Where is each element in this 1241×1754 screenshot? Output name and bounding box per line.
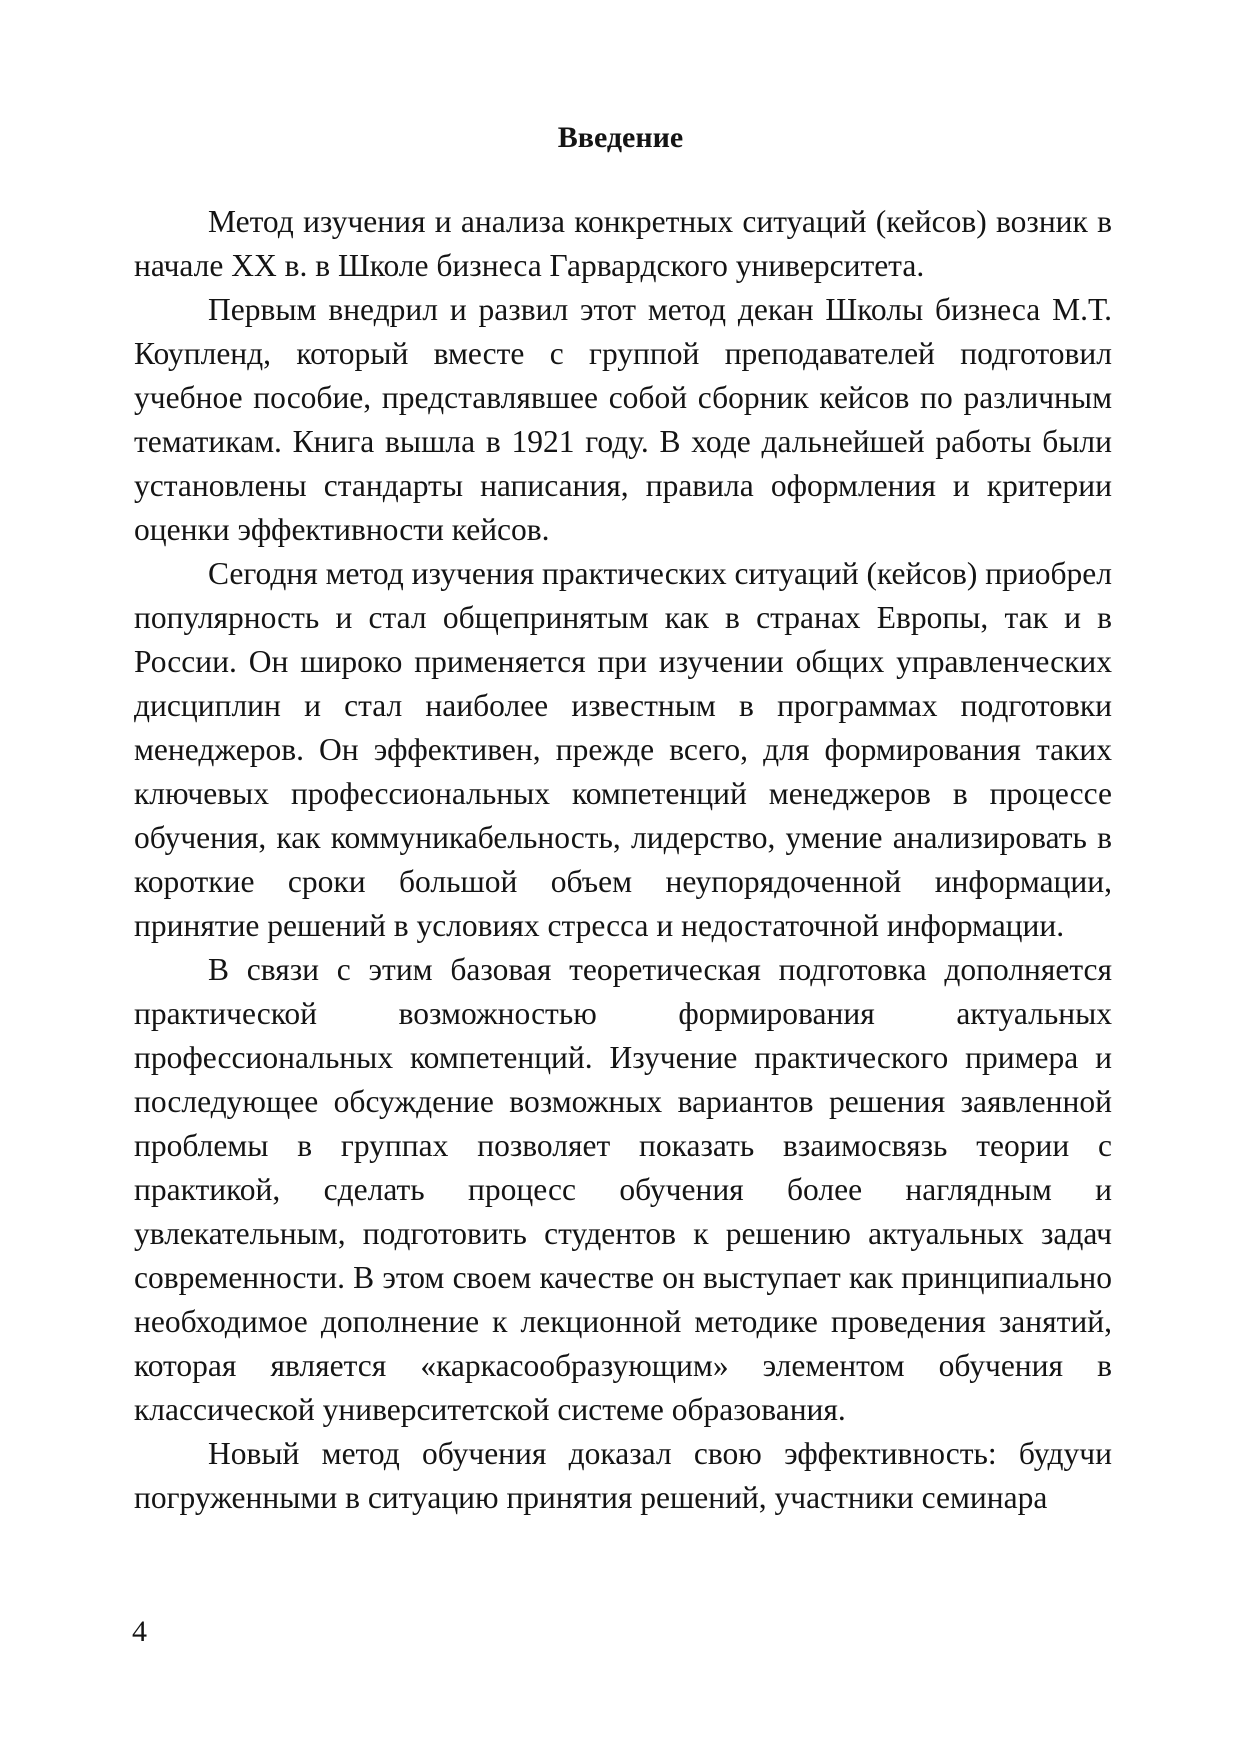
paragraph: Метод изучения и анализа конкретных ситуаций (кейсов) возник в начале XX в. в Школе бизнеса Гарвардского университета. — [134, 204, 1112, 283]
paragraph: Новый метод обучения доказал свою эффективность: будучи погруженными в ситуацию принятия решений, участники семинара — [134, 1436, 1112, 1515]
paragraph: Первым внедрил и развил этот метод декан Школы бизнеса М.Т. Коупленд, который вместе с группой преподавателей подготовил учебное пособие, представлявшее собой сборник кейсов по различным тематикам. Книга вышла в 1921 году. В ходе дальнейшей работы были установлены стандарты написания, правила оформления и критерии оценки эффективности кейсов. — [134, 292, 1112, 547]
page-number: 4 — [132, 1615, 147, 1648]
body-text — [134, 200, 1112, 1520]
page-title: Введение — [557, 121, 684, 154]
paragraph: В связи с этим базовая теоретическая подготовка дополняется практической возможностью формирования актуальных профессиональных компетенций. Изучение практического примера и последующее обсуждение возможных вариантов решения заявленной проблемы в группах позволяет показать взаимосвязь теории с практикой, сделать процесс обучения более наглядным и увлекательным, подготовить студентов к решению актуальных задач современности. В этом своем качестве он выступает как принципиально необходимое дополнение к лекционной методике проведения занятий, которая является «каркасообразующим» элементом обучения в классической университетской системе образования. — [134, 952, 1112, 1427]
paragraph: Сегодня метод изучения практических ситуаций (кейсов) приобрел популярность и стал общепринятым как в странах Европы, так и в России. Он широко применяется при изучении общих управленческих дисциплин и стал наиболее известным в программах подготовки менеджеров. Он эффективен, прежде всего, для формирования таких ключевых профессиональных компетенций менеджеров в процессе обучения, как коммуникабельность, лидерство, умение анализировать в короткие сроки большой объем неупорядоченной информации, принятие решений в условиях стресса и недостаточной информации. — [134, 556, 1112, 943]
